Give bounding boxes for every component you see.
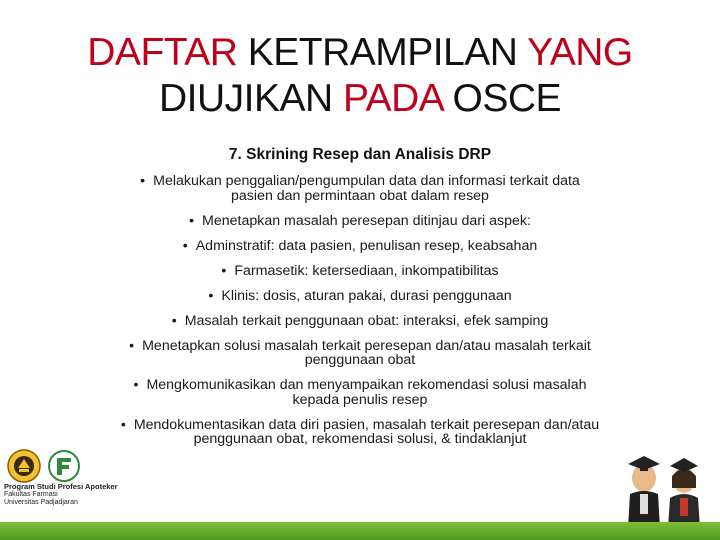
title-line-1: [0, 30, 720, 76]
bullet-dot-icon: •: [182, 237, 188, 254]
bullet-dot-icon: •: [129, 337, 135, 354]
title-word: DIUJIKAN: [158, 77, 343, 120]
bullet-text: Adminstratif: data pasien, penulisan resep, keabsahan: [195, 237, 538, 254]
bullet-item: [60, 339, 660, 368]
bullet-text: Masalah terkait penggunaan obat: interaksi, efek samping: [184, 312, 549, 329]
bullet-dot-icon: •: [120, 416, 126, 433]
faculty-label: Fakultas Farmasi: [4, 491, 58, 498]
bullet-text: Menetapkan solusi masalah terkait peresepan dan/atau masalah terkait: [142, 337, 591, 354]
bullet-item: [60, 314, 660, 329]
title-word: OSCE: [452, 77, 562, 120]
bullet-text-continued: penggunaan obat: [304, 352, 416, 368]
pharmacy-faculty-logo-icon: [49, 451, 79, 481]
bullet-text-continued: pasien dan permintaan obat dalam resep: [231, 187, 489, 204]
title-word: DAFTAR: [87, 31, 248, 74]
bullet-item: [60, 264, 660, 279]
bullet-item: [60, 418, 660, 447]
bullet-text: Melakukan penggalian/pengumpulan data dan informasi terkait data: [153, 173, 580, 189]
title-word: PADA: [343, 77, 453, 120]
graduates-illustration-icon: [620, 444, 710, 528]
bullet-item: [60, 214, 660, 229]
bullet-text: Farmasetik: ketersediaan, inkompatibilitas: [234, 262, 499, 279]
bullet-item: [60, 174, 660, 203]
bullet-text: Mendokumentasikan data diri pasien, masalah terkait peresepan dan/atau: [133, 416, 600, 433]
program-label: Program Studi Profesi Apoteker: [4, 482, 118, 491]
bullet-item: [60, 289, 660, 304]
bullet-dot-icon: •: [171, 312, 177, 329]
footer-bar: [0, 522, 720, 540]
title-line-2: [0, 76, 720, 122]
section-subtitle: 7. Skrining Resep dan Analisis DRP: [228, 146, 492, 163]
bullet-dot-icon: •: [189, 212, 195, 229]
bullet-item: [60, 378, 660, 407]
bullet-dot-icon: •: [133, 377, 139, 393]
bullet-text-continued: kepada penulis resep: [292, 391, 428, 408]
bullet-item: [60, 239, 660, 254]
slide-title: [0, 30, 720, 122]
bullet-dot-icon: •: [208, 287, 214, 304]
bullet-text: Mengkomunikasikan dan menyampaikan rekomendasi solusi masalah: [146, 377, 587, 393]
bullet-text-continued: penggunaan obat, rekomendasi solusi, & tindaklanjut: [193, 431, 527, 447]
bullet-dot-icon: •: [221, 262, 227, 279]
bullet-text: Klinis: dosis, aturan pakai, durasi penggunaan: [221, 287, 512, 304]
title-word: YANG: [527, 31, 633, 74]
institution-caption: [4, 483, 144, 507]
bullet-dot-icon: •: [140, 173, 146, 189]
title-word: KETRAMPILAN: [247, 31, 528, 74]
university-label: Universitas Padjadjaran: [4, 499, 78, 506]
bullet-list: [60, 174, 660, 457]
bullet-text: Menetapkan masalah peresepan ditinjau dari aspek:: [202, 212, 531, 229]
